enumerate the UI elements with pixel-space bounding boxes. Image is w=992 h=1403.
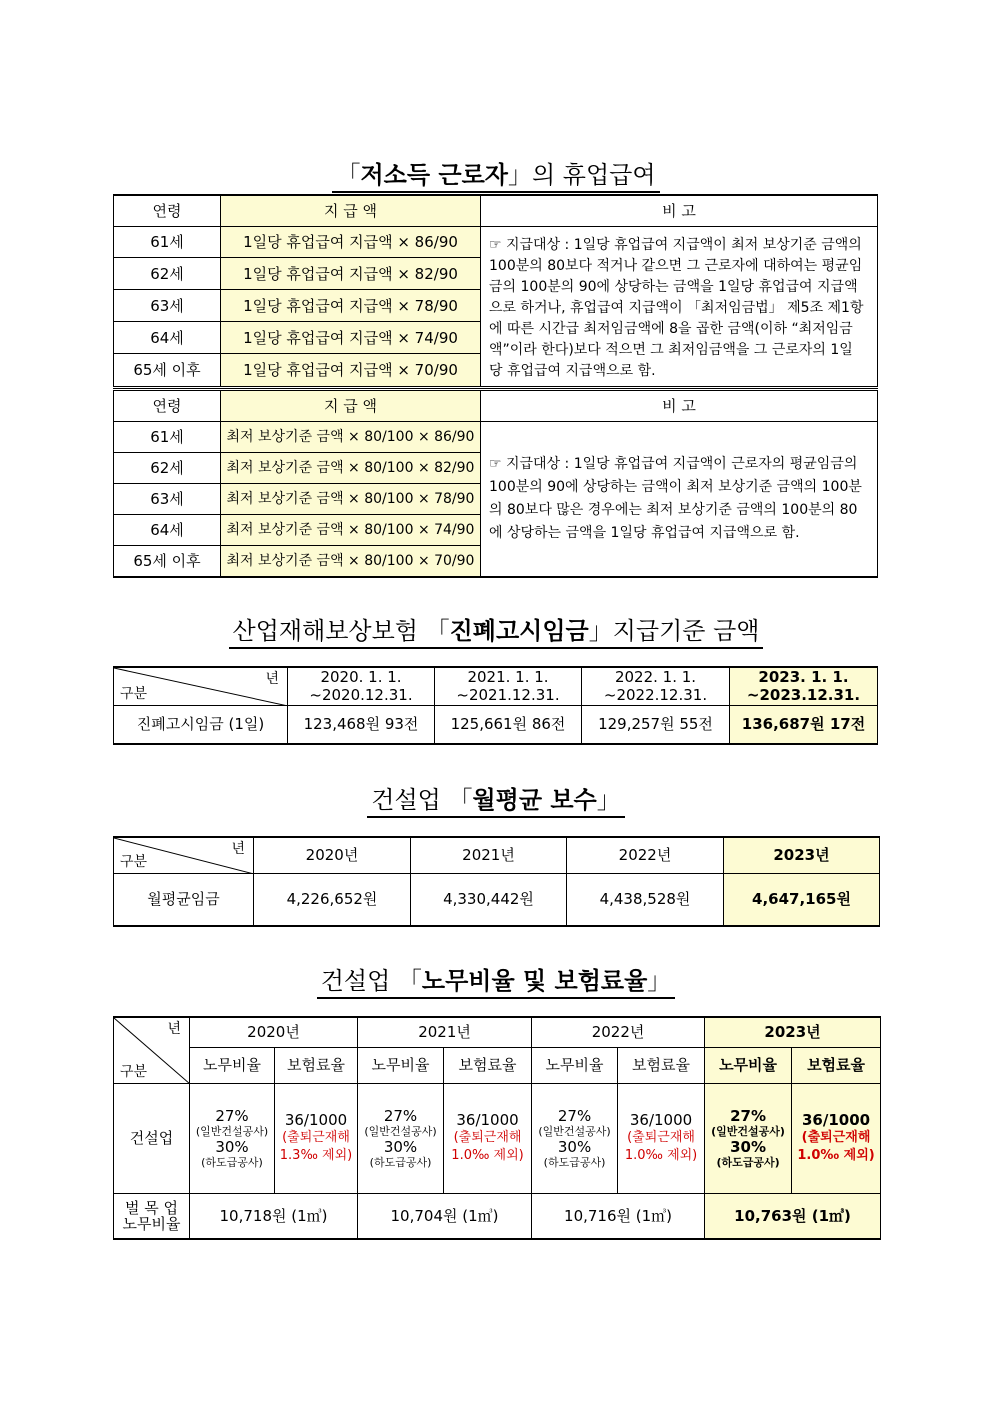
amount-cell: 1일당 휴업급여 지급액 × 86/90 (221, 226, 481, 258)
row-label: 벌 목 업 노무비율 (114, 1193, 190, 1239)
section1-title: 「저소득 근로자」의 휴업급여 (0, 160, 992, 193)
value-cell: 136,687원 17전 (730, 705, 878, 744)
row-label: 월평균임금 (114, 873, 254, 926)
value-cell: 10,704원 (1㎥) (358, 1193, 532, 1239)
sub-header-insurance: 보험료율 (618, 1047, 705, 1083)
age-cell: 62세 (114, 258, 221, 290)
period-header: 2023. 1. 1. ~2023.12.31. (730, 667, 878, 705)
amount-cell: 1일당 휴업급여 지급액 × 78/90 (221, 290, 481, 322)
note-cell: ☞ 지급대상 : 1일당 휴업급여 지급액이 근로자의 평균임금의 100분의 90에 상당하는 금액이 최저 보상기준 금액의 100분의 80보다 많은 경우에는 최저 보상기준 금액의 100분의 80에 상당하는 금액을 1일당 휴업급여 지급액으로 함. (481, 422, 878, 577)
low-income-table-1 (113, 194, 878, 389)
row-label: 진폐고시임금 (1일) (114, 705, 288, 744)
header-amount: 지 급 액 (221, 391, 481, 422)
age-cell: 64세 (114, 515, 221, 546)
header-age: 연령 (114, 195, 221, 226)
amount-cell: 최저 보상기준 금액 × 80/100 × 70/90 (221, 546, 481, 577)
section2-title: 산업재해보상보험 「진폐고시임금」지급기준 금액 (0, 616, 992, 649)
year-header: 2022년 (532, 1017, 705, 1047)
amount-cell: 최저 보상기준 금액 × 80/100 × 74/90 (221, 515, 481, 546)
age-cell: 61세 (114, 226, 221, 258)
value-cell: 4,330,442원 (411, 873, 567, 926)
period-header: 2022. 1. 1. ~2022.12.31. (582, 667, 730, 705)
value-cell: 125,661원 86전 (435, 705, 582, 744)
pneumoconiosis-wage-table (113, 666, 878, 745)
sub-header-insurance: 보험료율 (444, 1047, 532, 1083)
age-cell: 61세 (114, 422, 221, 453)
corner-cell: 년 구분 (114, 837, 254, 873)
age-cell: 65세 이후 (114, 546, 221, 577)
sub-header-insurance: 보험료율 (792, 1047, 881, 1083)
amount-cell: 1일당 휴업급여 지급액 × 74/90 (221, 322, 481, 354)
amount-cell: 최저 보상기준 금액 × 80/100 × 82/90 (221, 453, 481, 484)
insurance-rate-cell: 36/1000 (출퇴근재해 1.0‰ 제외) (444, 1083, 532, 1193)
header-amount: 지 급 액 (221, 195, 481, 226)
value-cell: 10,718원 (1㎥) (190, 1193, 358, 1239)
monthly-wage-table (113, 836, 880, 927)
amount-cell: 최저 보상기준 금액 × 80/100 × 78/90 (221, 484, 481, 515)
year-header: 2020년 (254, 837, 411, 873)
header-age: 연령 (114, 391, 221, 422)
section3-title: 건설업 「월평균 보수」 (0, 785, 992, 818)
age-cell: 64세 (114, 322, 221, 354)
corner-cell: 년 구분 (114, 1017, 190, 1083)
period-header: 2021. 1. 1. ~2021.12.31. (435, 667, 582, 705)
value-cell: 4,647,165원 (724, 873, 880, 926)
labor-ratio-cell: 27% (일반건설공사) 30% (하도급공사) (358, 1083, 444, 1193)
year-header: 2023년 (705, 1017, 881, 1047)
labor-ratio-cell: 27% (일반건설공사) 30% (하도급공사) (532, 1083, 618, 1193)
age-cell: 63세 (114, 290, 221, 322)
year-header: 2021년 (411, 837, 567, 873)
year-header: 2021년 (358, 1017, 532, 1047)
year-header: 2020년 (190, 1017, 358, 1047)
header-note: 비 고 (481, 195, 878, 226)
value-cell: 123,468원 93전 (288, 705, 435, 744)
value-cell: 10,716원 (1㎥) (532, 1193, 705, 1239)
sub-header-labor: 노무비율 (705, 1047, 792, 1083)
amount-cell: 1일당 휴업급여 지급액 × 70/90 (221, 354, 481, 387)
age-cell: 65세 이후 (114, 354, 221, 387)
insurance-rate-cell: 36/1000 (출퇴근재해 1.0‰ 제외) (792, 1083, 881, 1193)
labor-insurance-table (113, 1016, 881, 1240)
year-header: 2022년 (567, 837, 724, 873)
insurance-rate-cell: 36/1000 (출퇴근재해 1.0‰ 제외) (618, 1083, 705, 1193)
year-header: 2023년 (724, 837, 880, 873)
value-cell: 4,438,528원 (567, 873, 724, 926)
corner-cell: 년 구분 (114, 667, 288, 705)
insurance-rate-cell: 36/1000 (출퇴근재해 1.3‰ 제외) (275, 1083, 358, 1193)
age-cell: 63세 (114, 484, 221, 515)
amount-cell: 1일당 휴업급여 지급액 × 82/90 (221, 258, 481, 290)
labor-ratio-cell: 27% (일반건설공사) 30% (하도급공사) (190, 1083, 275, 1193)
amount-cell: 최저 보상기준 금액 × 80/100 × 86/90 (221, 422, 481, 453)
sub-header-labor: 노무비율 (190, 1047, 275, 1083)
section4-title: 건설업 「노무비율 및 보험료율」 (0, 966, 992, 999)
header-note: 비 고 (481, 391, 878, 422)
labor-ratio-cell: 27% (일반건설공사) 30% (하도급공사) (705, 1083, 792, 1193)
sub-header-insurance: 보험료율 (275, 1047, 358, 1083)
sub-header-labor: 노무비율 (532, 1047, 618, 1083)
value-cell: 10,763원 (1㎥) (705, 1193, 881, 1239)
period-header: 2020. 1. 1. ~2020.12.31. (288, 667, 435, 705)
age-cell: 62세 (114, 453, 221, 484)
value-cell: 4,226,652원 (254, 873, 411, 926)
note-cell: ☞ 지급대상 : 1일당 휴업급여 지급액이 최저 보상기준 금액의 100분의 80보다 적거나 같으면 그 근로자에 대하여는 평균임금의 100분의 90에 상당하는 금액을 1일당 휴업급여 지급액으로 하거나, 휴업급여 지급액이 「최저임금법」 제5조 제1항에 따른 시간급 최저임금액에 8을 곱한 금액(이하 “최저임금액”이라 한다)보다 적으면 그 최저임금액을 그 근로자의 1일당 휴업급여 지급액으로 함. (481, 226, 878, 387)
sub-header-labor: 노무비율 (358, 1047, 444, 1083)
value-cell: 129,257원 55전 (582, 705, 730, 744)
low-income-table-2 (113, 390, 878, 578)
row-label: 건설업 (114, 1083, 190, 1193)
